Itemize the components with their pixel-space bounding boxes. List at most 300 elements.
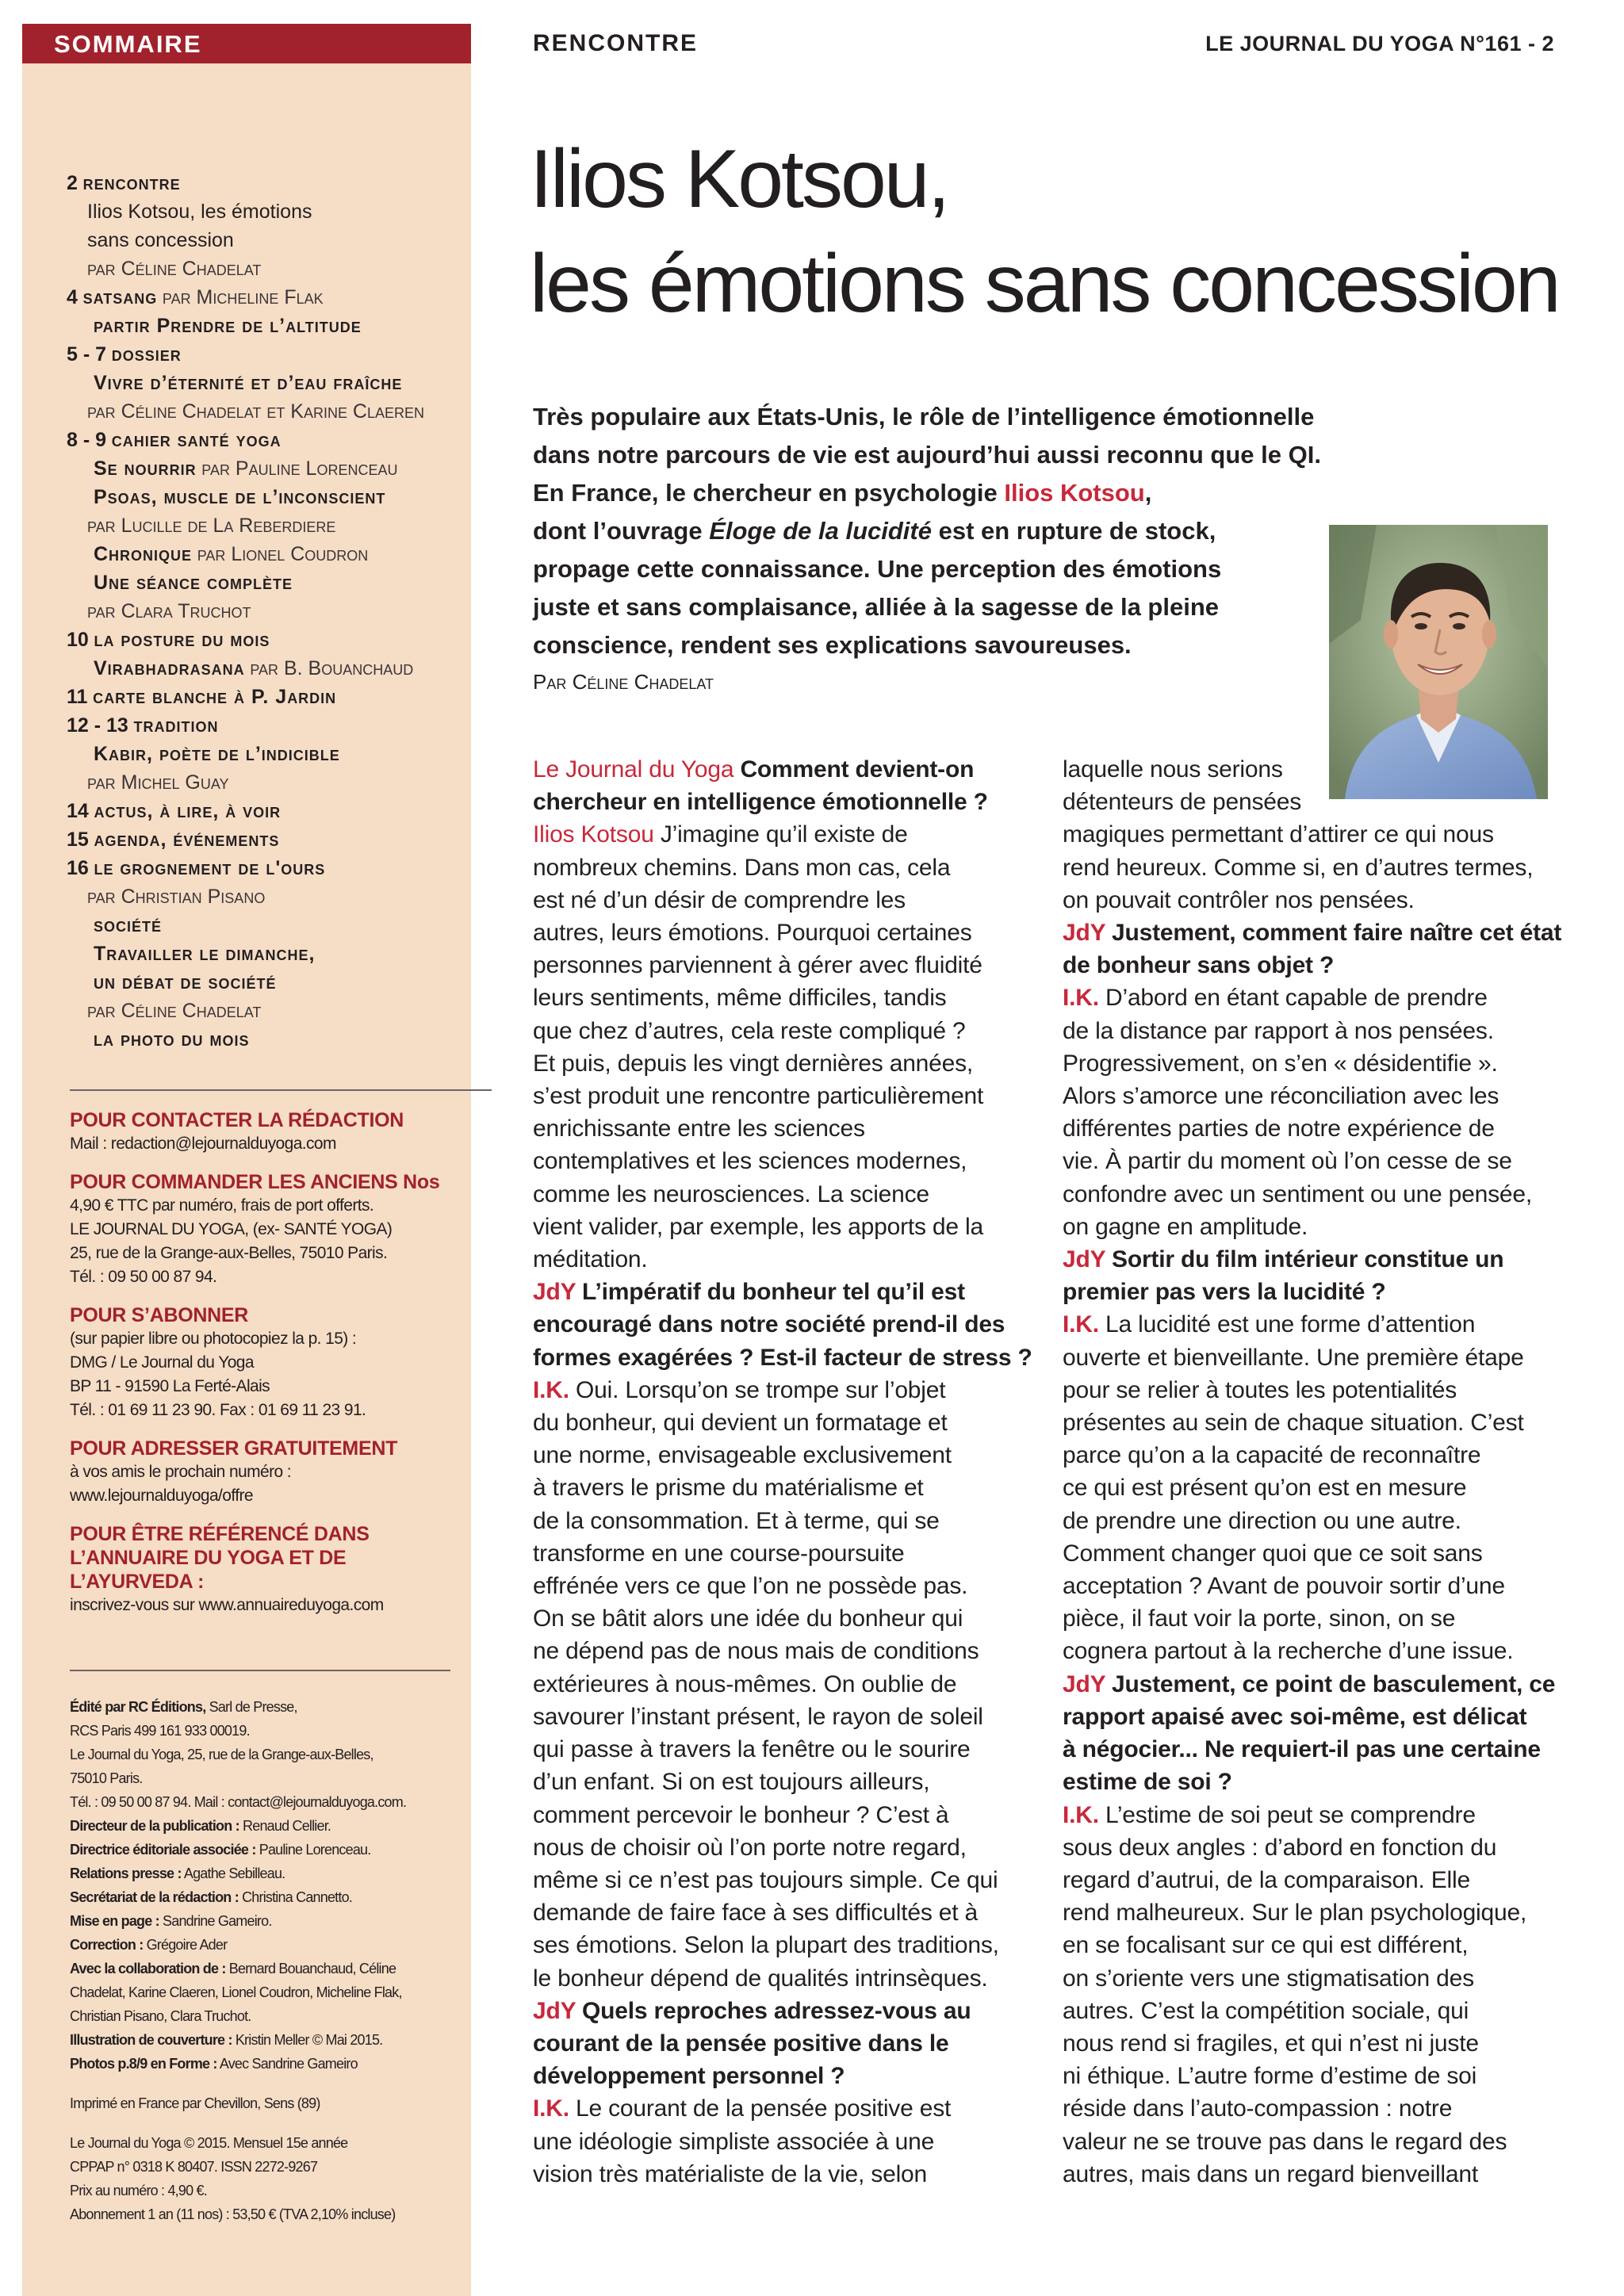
imprint-text: Chadelat, Karine Claeren, Lionel Coudron, Micheline Flak, (70, 1984, 402, 2000)
text-run: Comment devient-on (733, 756, 975, 783)
toc-page-number: 10 (67, 629, 89, 651)
text-run: que chez d’autres, cela reste compliqué ? (533, 1017, 966, 1044)
text-run: de prendre une direction ou une autre. (1063, 1507, 1461, 1534)
answer-line (533, 1570, 1025, 1602)
table-of-contents (67, 169, 463, 1054)
text-run: On se bâtit alors une idée du bonheur qui (533, 1605, 963, 1632)
answer-line (533, 818, 1025, 851)
speaker-label: JdY (1063, 920, 1105, 947)
toc-entry (67, 654, 463, 683)
text-run: du bonheur, qui devient un formatage et (533, 1410, 948, 1437)
toc-title: Virabhadrasana (94, 657, 245, 679)
intro-segment: conscience, rendent ses explications savoureuses. (533, 631, 1132, 659)
answer-line (533, 1864, 1025, 1896)
text-run: L’estime de soi peut se comprendre (1098, 1801, 1476, 1828)
imprint-text: Sandrine Gameiro. (159, 1913, 272, 1929)
answer-line (533, 1178, 1025, 1211)
intro-line (533, 398, 1358, 436)
imprint-label: Directeur de la publication : (70, 1818, 239, 1834)
toc-entry (67, 882, 463, 911)
text-run: ce qui est présent qu’on est en mesure (1063, 1475, 1467, 1502)
answer-line (533, 1243, 1025, 1276)
toc-page-number: 11 (67, 686, 88, 708)
answer-line (1063, 1178, 1554, 1211)
imprint-line (70, 1933, 466, 1957)
text-run: courant de la pensée positive dans le (533, 2030, 949, 2057)
toc-entry (67, 626, 463, 654)
imprint-line (70, 2155, 466, 2179)
answer-line (1063, 1471, 1554, 1504)
contact-block (70, 1437, 466, 1508)
text-run: nombreux chemins. Dans mon cas, cela (533, 854, 951, 881)
imprint-text: Bernard Bouanchaud, Céline (225, 1961, 396, 1976)
speaker-label: I.K. (533, 1376, 569, 1403)
answer-line (1063, 1799, 1554, 1831)
answer-line (1063, 1406, 1554, 1439)
text-run: en se focalisant sur ce qui est différent, (1063, 1932, 1469, 1959)
contact-block (70, 1303, 466, 1422)
answer-line (1063, 1962, 1554, 1995)
answer-line (1063, 786, 1554, 818)
imprint-line (70, 2202, 466, 2226)
answer-line (533, 1831, 1025, 1864)
answer-line (1063, 1635, 1554, 1667)
toc-title: Travailler le dimanche, (94, 943, 316, 965)
text-run: Et puis, depuis les vingt dernières années, (533, 1050, 974, 1077)
divider (70, 1089, 492, 1091)
text-run: nous rend si fragiles, et qui n’est ni juste (1063, 2030, 1479, 2057)
contact-heading: POUR CONTACTER LA RÉDACTION (70, 1109, 404, 1131)
text-run: de la consommation. Et à terme, qui se (533, 1507, 940, 1534)
question-line (533, 1308, 1025, 1341)
answer-line (533, 2092, 1025, 2125)
text-run: autres, mais dans un regard bienveillant (1063, 2160, 1478, 2187)
imprint-text: Christian Pisano, Clara Truchot. (70, 2008, 251, 2024)
question-line (1063, 1766, 1554, 1798)
imprint-text: Renaud Cellier. (239, 1818, 331, 1834)
toc-entry (67, 740, 463, 768)
answer-line (1063, 1831, 1554, 1864)
speaker-label: Le Journal du Yoga (533, 756, 734, 783)
article-title (530, 127, 1592, 336)
contact-line: 4,90 € TTC par numéro, frais de port offerts. (70, 1196, 374, 1215)
imprint-label: Avec la collaboration de : (70, 1961, 226, 1976)
text-run: Quels reproches adressez-vous au (575, 1997, 971, 2024)
toc-entry (67, 226, 463, 254)
text-run: premier pas vers la lucidité ? (1063, 1279, 1386, 1306)
summary-title: SOMMAIRE (54, 30, 202, 58)
imprint-line (70, 2179, 466, 2202)
answer-line (1063, 2027, 1554, 2060)
text-run: cognera partout à la recherche d’une issue. (1063, 1638, 1514, 1665)
toc-entry (67, 683, 463, 711)
contact-block (70, 1170, 466, 1289)
text-run: savourer l’instant présent, le rayon de soleil (533, 1703, 983, 1730)
answer-line (533, 1701, 1025, 1733)
contact-heading: POUR ÊTRE RÉFÉRENCÉ DANS L’ANNUAIRE DU YOGA ET DE L’AYURVEDA : (70, 1523, 370, 1593)
toc-entry (67, 597, 463, 626)
speaker-label: Ilios Kotsou (533, 821, 654, 848)
imprint-line (70, 1790, 466, 1814)
imprint (70, 1695, 466, 2226)
text-run: est né d’un désir de comprendre les (533, 886, 906, 913)
toc-entry (67, 711, 463, 740)
toc-entry (67, 854, 463, 882)
toc-entry (67, 825, 463, 854)
answer-line (1063, 2126, 1554, 2158)
article-column-2 (1063, 753, 1562, 2191)
contact-line: LE JOURNAL DU YOGA, (ex- SANTÉ YOGA) (70, 1220, 393, 1238)
imprint-line (70, 2091, 466, 2115)
text-run: Justement, comment faire naître cet état (1105, 920, 1562, 947)
answer-line (533, 1374, 1025, 1406)
toc-author: par Lionel Coudron (197, 543, 369, 565)
text-run: comment percevoir le bonheur ? C’est à (533, 1801, 949, 1828)
imprint-text: Le Journal du Yoga © 2015. Mensuel 15e année (70, 2135, 348, 2151)
contact-line: inscrivez-vous sur www.annuaireduyoga.com (70, 1596, 384, 1614)
answer-line (1063, 1374, 1554, 1406)
toc-title: sans concession (87, 229, 234, 251)
toc-author: par Lucille de La Reberdiere (87, 515, 336, 537)
answer-line (1063, 1015, 1554, 1047)
text-run: on s’oriente vers une stigmatisation des (1063, 1965, 1474, 1992)
question-line (533, 786, 1025, 818)
text-run: valeur ne se trouve pas dans le regard des (1063, 2128, 1507, 2155)
text-run: nous de choisir où l’on porte notre regard, (533, 1834, 967, 1861)
answer-line (1063, 1439, 1554, 1471)
text-run: estime de soi ? (1063, 1769, 1232, 1796)
question-line (1063, 1276, 1554, 1308)
answer-line (1063, 1341, 1554, 1374)
text-run: parce qu’on a la capacité de reconnaître (1063, 1442, 1481, 1469)
imprint-text: Prix au numéro : 4,90 €. (70, 2183, 207, 2198)
speaker-label: I.K. (1063, 1801, 1099, 1828)
toc-section: cahier santé yoga (111, 429, 282, 451)
imprint-label: Secrétariat de la rédaction : (70, 1889, 239, 1905)
text-run: sous deux angles : d’abord en fonction du (1063, 1834, 1497, 1861)
answer-line (533, 1668, 1025, 1701)
contact-line: Mail : redaction@lejournalduyoga.com (70, 1135, 336, 1153)
toc-entry (67, 483, 463, 511)
text-run: Comment changer quoi que ce soit sans (1063, 1540, 1483, 1567)
answer-line (533, 1799, 1025, 1831)
answer-line (533, 916, 1025, 949)
journal-issue-mark: LE JOURNAL DU YOGA N°161 - 2 (1205, 32, 1554, 55)
answer-line (533, 1635, 1025, 1667)
contact-line: Tél. : 09 50 00 87 94. (70, 1268, 217, 1286)
imprint-line (70, 2052, 466, 2076)
text-run: on gagne en amplitude. (1063, 1213, 1308, 1240)
text-run: enrichissante entre les sciences (533, 1115, 865, 1142)
text-run: vision très matérialiste de la vie, selon (533, 2160, 928, 2187)
question-line (1063, 1701, 1554, 1733)
text-run: vie. À partir du moment où l’on cesse de se (1063, 1148, 1512, 1175)
intro-line (533, 436, 1358, 474)
contact-line: www.lejournalduyoga/offre (70, 1487, 253, 1505)
answer-line (533, 1471, 1025, 1504)
answer-line (533, 1733, 1025, 1766)
intro-segment: Très populaire aux États-Unis, le rôle de l’intelligence émotionnelle (533, 403, 1315, 430)
answer-line (1063, 1896, 1554, 1929)
question-line (1063, 1733, 1554, 1766)
contact-heading: POUR COMMANDER LES ANCIENS Nos (70, 1171, 440, 1193)
imprint-text: Tél. : 09 50 00 87 94. Mail : contact@lejournalduyoga.com. (70, 1794, 407, 1810)
toc-title: Chronique (94, 543, 193, 565)
imprint-label: Illustration de couverture : (70, 2032, 232, 2048)
text-run: J’imagine qu’il existe de (653, 821, 908, 848)
toc-author: par Céline Chadelat (87, 258, 262, 280)
speaker-label: I.K. (1063, 1311, 1099, 1338)
imprint-label: Photos p.8/9 en Forme : (70, 2056, 217, 2072)
answer-line (533, 1439, 1025, 1471)
answer-line (1063, 2060, 1554, 2092)
question-line (533, 1276, 1025, 1308)
imprint-text: 75010 Paris. (70, 1770, 143, 1786)
text-run: pour se relier à toutes les potentialités (1063, 1376, 1457, 1403)
text-run: à négocier... Ne requiert-il pas une certaine (1063, 1736, 1541, 1763)
text-run: effrénée vers ce que l’on ne possède pas. (533, 1573, 968, 1600)
text-run: comme les neurosciences. La science (533, 1181, 929, 1207)
imprint-text: Kristin Meller © Mai 2015. (232, 2032, 383, 2048)
answer-line (533, 1896, 1025, 1929)
answer-line (1063, 1864, 1554, 1896)
text-run: de la distance par rapport à nos pensées. (1063, 1017, 1494, 1044)
answer-line (533, 982, 1025, 1014)
toc-title: Psoas, muscle de l’inconscient (94, 486, 386, 508)
toc-entry (67, 254, 463, 283)
text-run: autres. C’est la compétition sociale, qui (1063, 1997, 1469, 2024)
text-run: on pouvait contrôler nos pensées. (1063, 886, 1415, 913)
text-run: à travers le prisme du matérialisme et (533, 1475, 924, 1502)
text-run: détenteurs de pensées (1063, 789, 1302, 816)
answer-line (1063, 1929, 1554, 1961)
toc-page-number: 4 (67, 286, 78, 308)
imprint-text: Agathe Sebilleau. (181, 1866, 285, 1881)
answer-line (1063, 1995, 1554, 2027)
intro-segment: est en rupture de stock, (931, 517, 1216, 545)
toc-author: par Michel Guay (87, 771, 229, 794)
imprint-text: Grégoire Ader (143, 1937, 228, 1953)
answer-line (1063, 2092, 1554, 2125)
toc-entry (67, 197, 463, 226)
imprint-line (70, 2004, 466, 2028)
text-run: leurs sentiments, même difficiles, tandis (533, 985, 947, 1012)
intro-segment: propage cette connaissance. Une perception des émotions (533, 555, 1222, 583)
section-rubric: RENCONTRE (533, 30, 699, 56)
toc-entry (67, 397, 463, 426)
intro-segment: dont l’ouvrage (533, 517, 710, 545)
speaker-label: JdY (1063, 1670, 1105, 1697)
speaker-label: JdY (533, 1279, 576, 1306)
text-run: personnes parviennent à gérer avec fluidité (533, 952, 982, 979)
toc-author: par B. Bouanchaud (250, 657, 414, 679)
toc-author: par Pauline Lorenceau (201, 457, 398, 480)
text-run: de bonheur sans objet ? (1063, 952, 1335, 979)
intro-line (533, 512, 1358, 550)
text-run: regard d’autrui, de la comparaison. Elle (1063, 1866, 1470, 1893)
imprint-label: Mise en page : (70, 1913, 159, 1929)
divider (70, 1670, 450, 1671)
imprint-line (70, 2028, 466, 2052)
answer-line (533, 851, 1025, 884)
toc-page-number: 14 (67, 800, 89, 822)
question-line (1063, 1243, 1554, 1276)
toc-author: par Céline Chadelat (87, 1000, 262, 1022)
imprint-line (70, 1980, 466, 2004)
intro-text (533, 398, 1358, 664)
answer-line (533, 1047, 1025, 1080)
answer-line (1063, 851, 1554, 884)
imprint-text: Christina Cannetto. (238, 1889, 352, 1905)
toc-entry (67, 997, 463, 1025)
toc-page-number: 15 (67, 828, 89, 851)
toc-section: le grognement de l'ours (94, 857, 326, 879)
text-run: contemplatives et les sciences modernes, (533, 1148, 967, 1175)
toc-page-number: 12 - 13 (67, 714, 128, 737)
toc-page-number: 8 - 9 (67, 429, 107, 451)
toc-title: un débat de société (94, 971, 277, 993)
text-run: L’impératif du bonheur tel qu’il est (575, 1279, 965, 1306)
imprint-line (70, 1719, 466, 1743)
text-run: transforme en une course-poursuite (533, 1540, 905, 1567)
speaker-label: JdY (1063, 1246, 1105, 1273)
answer-line (533, 1406, 1025, 1439)
toc-author: par Clara Truchot (87, 600, 251, 622)
answer-line (533, 1505, 1025, 1537)
toc-page-number: 5 - 7 (67, 343, 107, 365)
text-run: Progressivement, on s’en « désidentifie ». (1063, 1050, 1498, 1077)
text-run: pièce, il faut voir la porte, sinon, on se (1063, 1605, 1456, 1632)
text-run: méditation. (533, 1246, 648, 1273)
text-run: rend malheureux. Sur le plan psychologique, (1063, 1900, 1527, 1927)
toc-author: par Céline Chadelat et Karine Claeren (87, 400, 424, 423)
imprint-text: Imprimé en France par Chevillon, Sens (89) (70, 2095, 320, 2111)
toc-title: Se nourrir (94, 457, 197, 480)
answer-line (1063, 1145, 1554, 1177)
imprint-text: RCS Paris 499 161 933 00019. (70, 1723, 250, 1739)
text-run: Sortir du film intérieur constitue un (1105, 1246, 1504, 1273)
text-run: d’un enfant. Si on est toujours ailleurs, (533, 1769, 930, 1796)
text-run: extérieures à nous-mêmes. On oublie de (533, 1670, 957, 1697)
answer-line (533, 1112, 1025, 1145)
intro-line (533, 588, 1358, 626)
toc-section: rencontre (82, 172, 181, 194)
imprint-line (70, 1885, 466, 1909)
toc-entry (67, 283, 463, 312)
imprint-line (70, 1838, 466, 1862)
text-run: acceptation ? Avant de pouvoir sortir d’une (1063, 1573, 1505, 1600)
answer-line (533, 1080, 1025, 1112)
toc-entry (67, 312, 463, 340)
toc-section: tradition (133, 714, 219, 737)
imprint-line (70, 1814, 466, 1838)
answer-line (1063, 1047, 1554, 1080)
imprint-label: Relations presse : (70, 1866, 182, 1881)
question-line (533, 2027, 1025, 2060)
toc-section: actus, à lire, à voir (94, 800, 282, 822)
answer-line (533, 1766, 1025, 1798)
text-run: laquelle nous serions (1063, 756, 1283, 783)
toc-section: la posture du mois (94, 629, 270, 651)
imprint-line (70, 2131, 466, 2155)
question-line (533, 1341, 1032, 1374)
answer-line (1063, 1570, 1554, 1602)
spacer (70, 2076, 466, 2091)
text-run: Le courant de la pensée positive est (569, 2095, 952, 2122)
answer-line (533, 949, 1025, 982)
toc-title: la photo du mois (94, 1028, 250, 1050)
text-run: qui passe à travers la fenêtre ou le sourire (533, 1736, 971, 1763)
imprint-line (70, 1743, 466, 1766)
toc-title: Ilios Kotsou, les émotions (87, 201, 312, 223)
text-run: rend heureux. Comme si, en d’autres termes, (1063, 854, 1534, 881)
answer-line (1063, 1537, 1554, 1570)
text-run: une idéologie simpliste associée à une (533, 2128, 935, 2155)
intro-segment: juste et sans complaisance, alliée à la sagesse de la pleine (533, 593, 1220, 621)
text-run: magiques permettant d’attirer ce qui nous (1063, 821, 1494, 848)
text-run: demande de faire face à ses difficultés et à (533, 1900, 978, 1927)
article-intro (533, 398, 1358, 699)
text-run: confondre avec un sentiment ou une pensée, (1063, 1181, 1533, 1207)
answer-line (1063, 753, 1554, 786)
imprint-text: Le Journal du Yoga, 25, rue de la Grange-aux-Belles, (70, 1747, 373, 1762)
toc-entry (67, 1025, 463, 1054)
speaker-label: JdY (533, 1997, 576, 2024)
imprint-line (70, 1695, 466, 1719)
text-run: différentes parties de notre expérience de (1063, 1115, 1495, 1142)
imprint-label: Édité par RC Éditions, (70, 1699, 206, 1715)
contact-line: Tél. : 01 69 11 23 90. Fax : 01 69 11 23 91. (70, 1401, 366, 1419)
answer-line (1063, 884, 1554, 916)
question-line (1063, 916, 1562, 949)
imprint-label: Directrice éditoriale associée : (70, 1842, 256, 1858)
imprint-text: Avec Sandrine Gameiro (216, 2056, 358, 2072)
answer-line (533, 1145, 1025, 1177)
contact-line: DMG / Le Journal du Yoga (70, 1353, 254, 1372)
answer-line (533, 2126, 1025, 2158)
answer-line (1063, 1112, 1554, 1145)
toc-section: dossier (111, 343, 182, 365)
intro-segment: , (1144, 479, 1152, 507)
answer-line (533, 1537, 1025, 1570)
toc-title: Vivre d’éternité et d’eau fraîche (94, 372, 403, 394)
toc-entry (67, 540, 463, 568)
intro-line (533, 626, 1358, 664)
answer-line (533, 884, 1025, 916)
text-run: ouverte et bienveillante. Une première étape (1063, 1344, 1524, 1371)
toc-section: satsang (82, 286, 158, 308)
text-run: développement personnel ? (533, 2063, 845, 2090)
text-run: La lucidité est une forme d’attention (1098, 1311, 1476, 1338)
text-run: autres, leurs émotions. Pourquoi certaines (533, 920, 972, 947)
text-run: même si ce n’est pas toujours simple. Ce qui (533, 1866, 998, 1893)
text-run: une norme, envisageable exclusivement (533, 1442, 952, 1469)
imprint-text: CPPAP n° 0318 K 80407. ISSN 2272-9267 (70, 2159, 318, 2175)
toc-entry (67, 797, 463, 825)
text-run: encouragé dans notre société prend-il des (533, 1311, 1005, 1338)
contact-line: 25, rue de la Grange-aux-Belles, 75010 Paris. (70, 1244, 388, 1262)
toc-section: agenda, événements (94, 828, 280, 851)
answer-line (1063, 2158, 1554, 2191)
text-run: présentes au sein de chaque situation. C’est (1063, 1410, 1524, 1437)
sidebar-summary (22, 24, 471, 2296)
text-run: Oui. Lorsqu’on se trompe sur l’objet (569, 1376, 946, 1403)
spacer (70, 2115, 466, 2131)
intro-segment: dans notre parcours de vie est aujourd’hui aussi reconnu que le QI. (533, 441, 1321, 469)
text-run: Justement, ce point de basculement, ce (1105, 1670, 1556, 1697)
text-run: ne dépend pas de nous mais de conditions (533, 1638, 979, 1665)
toc-page-number: 16 (67, 857, 89, 879)
